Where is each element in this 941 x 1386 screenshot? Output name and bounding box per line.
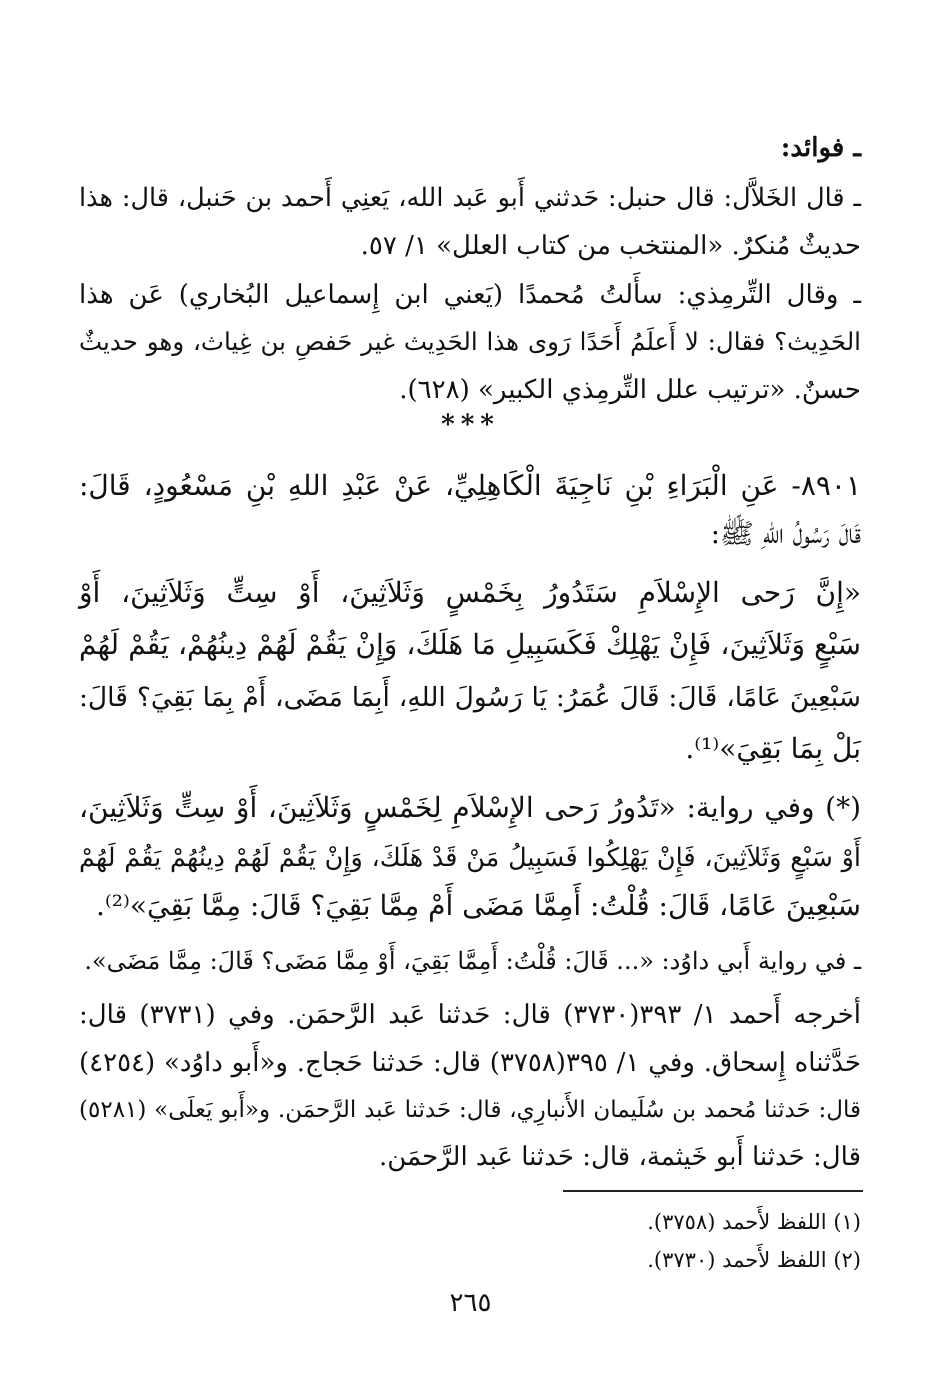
text-line: سَبْعِينَ عَامًا، قَالَ: قُلْتُ: أَمِمَّا مَضَى أَمْ مِمَّا بَقِيَ؟ قَالَ: مِمَّا بَقِيَ»⁽²⁾. bbox=[96, 889, 861, 922]
footnote-2: (٢) اللفظ لأَحمد (٣٧٣٠). bbox=[647, 1248, 861, 1272]
footnote-1: (١) اللفظ لأَحمد (٣٧٥٨). bbox=[647, 1210, 861, 1234]
text-line: قال: حَدثنا مُحمد بن سُلَيمان الأَنبارِي، قال: حَدثنا عَبد الرَّحمَن. و«أَبو يَعلَى» (٥٢٨١) bbox=[79, 1097, 861, 1123]
page-number: ٢٦٥ bbox=[449, 1288, 492, 1318]
text-line: ـ وقال التِّرمِذي: سأَلتُ مُحمدًا (يَعني ابن إِسماعيل البُخاري) عَن هذا bbox=[79, 280, 861, 310]
text-line: قال: حَدثنا أَبو خَيثمة، قال: حَدثنا عَبد الرَّحمَن. bbox=[379, 1142, 861, 1172]
text-line: بَلْ بِمَا بَقِيَ»⁽¹⁾. bbox=[685, 732, 861, 765]
footnote-divider bbox=[563, 1190, 863, 1192]
text-line: أَوْ سَبْعٍ وَثَلاَثِينَ، فَإِنْ يَهْلِكُوا فَسَبِيلُ مَنْ قَدْ هَلَكَ، وَإِنْ يَقُمْ لَهُمْ دِينُهُمْ يَقُمْ لَهُمْ bbox=[79, 843, 861, 873]
text-line: حديثٌ مُنكرٌ. «المنتخب من كتاب العلل» ١/ ٥٧. bbox=[360, 231, 861, 261]
text-line: الحَدِيث؟ فقال: لا أَعلَمُ أَحَدًا رَوى هذا الحَدِيث غير حَفصِ بن غِياث، وهو حديثٌ bbox=[79, 327, 861, 356]
text-line: أخرجه أَحمد ١/ ٣٩٣(٣٧٣٠) قال: حَدثنا عَبد الرَّحمَن. وفي (٣٧٣١) قال: bbox=[79, 1000, 861, 1030]
text-line: حَدَّثناه إِسحاق. وفي ١/ ٣٩٥(٣٧٥٨) قال: حَدثنا حَجاج. و«أَبو داوُد» (٤٢٥٤) bbox=[79, 1048, 861, 1078]
text-line: «إِنَّ رَحى الإِسْلاَمِ سَتَدُورُ بِخَمْسٍ وَثَلاَثِينَ، أَوْ سِتٍّ وَثَلاَثِينَ، أَوْ bbox=[79, 576, 861, 609]
text-line: قَالَ رَسُولُ اللهِ ﷺ: bbox=[710, 517, 861, 550]
separator-stars: *** bbox=[441, 410, 500, 440]
abu-dawud-variant: ـ في رواية أَبي داوُد: «... قَالَ: قُلْتُ: أَمِمَّا بَقِيَ، أَوْ مِمَّا مَضَى؟ قَالَ: مِمَّا مَضَى». bbox=[84, 947, 861, 975]
text-line: (*) وفي رواية: «تَدُورُ رَحى الإِسْلاَمِ لِخَمْسٍ وَثَلاَثِينَ، أَوْ سِتٍّ وَثَلاَثِينَ، bbox=[79, 791, 861, 824]
text-line: سَبْعِينَ عَامًا، قَالَ: قَالَ عُمَرُ: يَا رَسُولَ اللهِ، أَبِمَا مَضَى، أَمْ بِمَا بَقِيَ؟ قَالَ: bbox=[79, 682, 861, 713]
text-line: ٨٩٠١- عَنِ الْبَرَاءِ بْنِ نَاجِيَةَ الْكَاهِلِيِّ، عَنْ عَبْدِ اللهِ بْنِ مَسْعُودٍ، قَالَ: bbox=[79, 469, 861, 502]
section-heading: ـ فوائد: bbox=[780, 133, 861, 163]
text-line: حسنٌ. «ترتيب علل التِّرمِذي الكبير» (٦٢٨). bbox=[399, 375, 861, 405]
text-line: ـ قال الخَلاَّل: قال حنبل: حَدثني أَبو عَبد الله، يَعنِي أَحمد بن حَنبل، قال: هذا bbox=[79, 183, 861, 213]
text-line: سَبْعٍ وَثَلاَثِينَ، فَإِنْ يَهْلِكْ فَكَسَبِيلِ مَا هَلَكَ، وَإِنْ يَقُمْ لَهُمْ دِينُهُمْ، يَقُمْ لَهُمْ bbox=[79, 628, 861, 661]
